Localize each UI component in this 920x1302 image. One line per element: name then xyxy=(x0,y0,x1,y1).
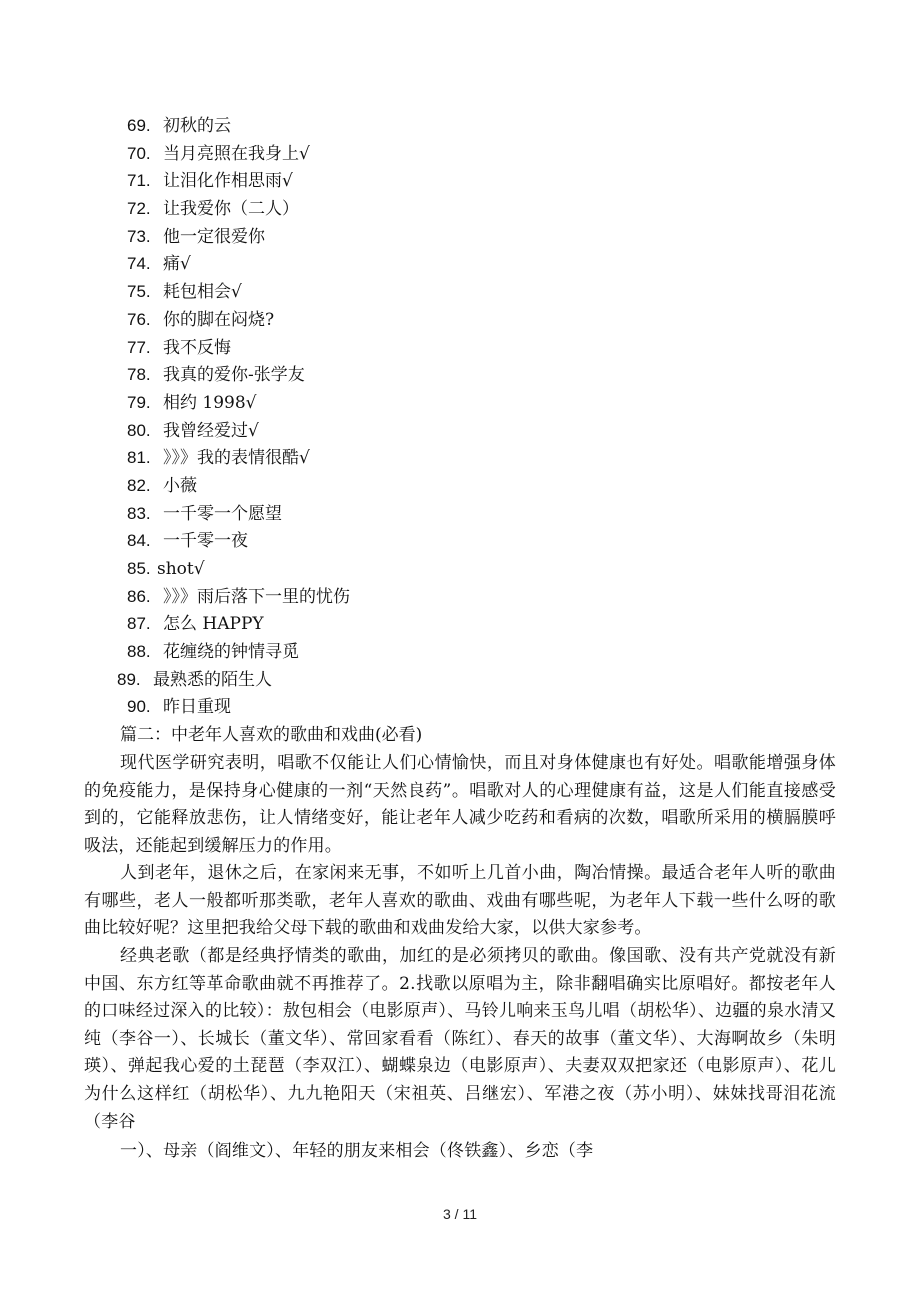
list-number: 69. xyxy=(127,116,151,135)
song-title: 》》》雨后落下一里的忧伤 xyxy=(163,586,350,607)
list-item xyxy=(127,195,847,223)
list-item xyxy=(127,389,847,417)
list-number: 88. xyxy=(127,642,151,662)
section-heading: 篇二：中老年人喜欢的歌曲和戏曲(必看) xyxy=(120,725,423,745)
list-number: 76. xyxy=(127,309,151,329)
song-list xyxy=(117,112,847,721)
song-title: 我曾经爱过√ xyxy=(163,420,259,441)
song-title: 一千零一个愿望 xyxy=(163,503,282,524)
list-item xyxy=(127,278,847,306)
list-number: 84. xyxy=(127,531,151,551)
song-title: 我不反悔 xyxy=(163,337,231,358)
list-number: 85. xyxy=(127,559,151,578)
song-title: 让泪化作相思雨√ xyxy=(163,171,293,192)
page-number: 3 / 11 xyxy=(443,1206,477,1222)
song-title: 昨日重现 xyxy=(163,697,231,718)
song-title: 》》》我的表情很酷√ xyxy=(163,448,310,469)
song-title: 小薇 xyxy=(163,475,197,496)
list-number: 80. xyxy=(127,420,151,440)
list-number: 86. xyxy=(127,586,151,606)
list-item xyxy=(127,223,847,251)
song-title: 让我爱你（二人） xyxy=(163,199,299,220)
list-item xyxy=(127,583,847,611)
list-number: 83. xyxy=(127,503,151,523)
list-item xyxy=(127,306,847,334)
song-title: 当月亮照在我身上√ xyxy=(163,143,310,164)
list-item xyxy=(127,334,847,362)
list-item xyxy=(127,555,847,583)
song-title: 你的脚在闷烧? xyxy=(163,309,275,330)
list-number: 89. xyxy=(117,669,141,689)
song-title: 怎么 HAPPY xyxy=(163,614,264,635)
paragraph: 一）、母亲（阎维文）、年轻的朋友来相会（佟铁鑫）、乡恋（李 xyxy=(120,1141,594,1161)
list-item xyxy=(127,472,847,500)
song-title: 初秋的云 xyxy=(163,116,231,136)
song-title: 我真的爱你-张学友 xyxy=(163,365,305,386)
list-item xyxy=(117,666,847,694)
song-title: 相约 1998√ xyxy=(163,392,257,413)
list-item xyxy=(127,250,847,278)
list-number: 73. xyxy=(127,226,151,246)
song-title: 最熟悉的陌生人 xyxy=(153,669,272,690)
list-item xyxy=(127,693,847,721)
list-number: 87. xyxy=(127,614,151,634)
list-item xyxy=(127,361,847,389)
list-number: 72. xyxy=(127,199,151,219)
list-item xyxy=(127,417,847,445)
list-item xyxy=(127,527,847,555)
list-item xyxy=(127,112,847,140)
paragraph: 经典老歌（都是经典抒情类的歌曲，加红的是必须拷贝的歌曲。像国歌、没有共产党就没有新中国、东方红等革命歌曲就不再推荐了。2.找歌以原唱为主，除非翻唱确实比原唱好。都按老年人的口味经过深入的比较）：敖包相会（电影原声）、马铃儿响来玉鸟儿唱（胡松华）、边疆的泉水清又纯（李谷一）、长城长（董文华）、常回家看看（陈红）、春天的故事（董文华）、大海啊故乡（朱明瑛）、弹起我心爱的土琵琶（李双江）、蝴蝶泉边（电影原声）、夫妻双双把家还（电影原声）、花儿为什么这样红（胡松华）、九九艳阳天（宋祖英、吕继宏）、军港之夜（苏小明）、妹妹找哥泪花流（李谷 xyxy=(84,946,836,1132)
list-number: 70. xyxy=(127,143,151,163)
list-number: 71. xyxy=(127,171,151,191)
paragraph: 人到老年，退休之后，在家闲来无事，不如听上几首小曲，陶冶情操。最适合老年人听的歌曲有哪些，老人一般都听那类歌，老年人喜欢的歌曲、戏曲有哪些呢，为老年人下载一些什么呀的歌曲比较好呢？这里把我给父母下载的歌曲和戏曲发给大家，以供大家参考。 xyxy=(84,863,836,939)
list-number: 81. xyxy=(127,448,151,468)
list-item xyxy=(127,444,847,472)
list-item xyxy=(127,167,847,195)
song-title: 痛√ xyxy=(163,254,191,275)
song-title: 一千零一夜 xyxy=(163,531,248,552)
list-item xyxy=(127,610,847,638)
list-item xyxy=(127,638,847,666)
list-number: 74. xyxy=(127,254,151,274)
list-item xyxy=(127,140,847,168)
paragraph: 现代医学研究表明，唱歌不仅能让人们心情愉快，而且对身体健康也有好处。唱歌能增强身体的免疫能力，是保持身心健康的一剂“天然良药”。唱歌对人的心理健康有益，这是人们能直接感受到的，它能释放悲伤，让人情绪变好，能让老年人减少吃药和看病的次数，唱歌所采用的横膈膜呼吸法，还能起到缓解压力的作用。 xyxy=(84,753,836,856)
list-number: 90. xyxy=(127,697,151,717)
song-title: 花缠绕的钟情寻觅 xyxy=(163,642,299,663)
list-number: 77. xyxy=(127,337,151,357)
song-title: shot√ xyxy=(157,559,205,579)
list-number: 75. xyxy=(127,282,151,302)
list-item xyxy=(127,500,847,528)
list-number: 82. xyxy=(127,475,151,495)
list-number: 79. xyxy=(127,392,151,412)
list-number: 78. xyxy=(127,365,151,385)
song-title: 耗包相会√ xyxy=(163,282,242,303)
song-title: 他一定很爱你 xyxy=(163,226,265,247)
